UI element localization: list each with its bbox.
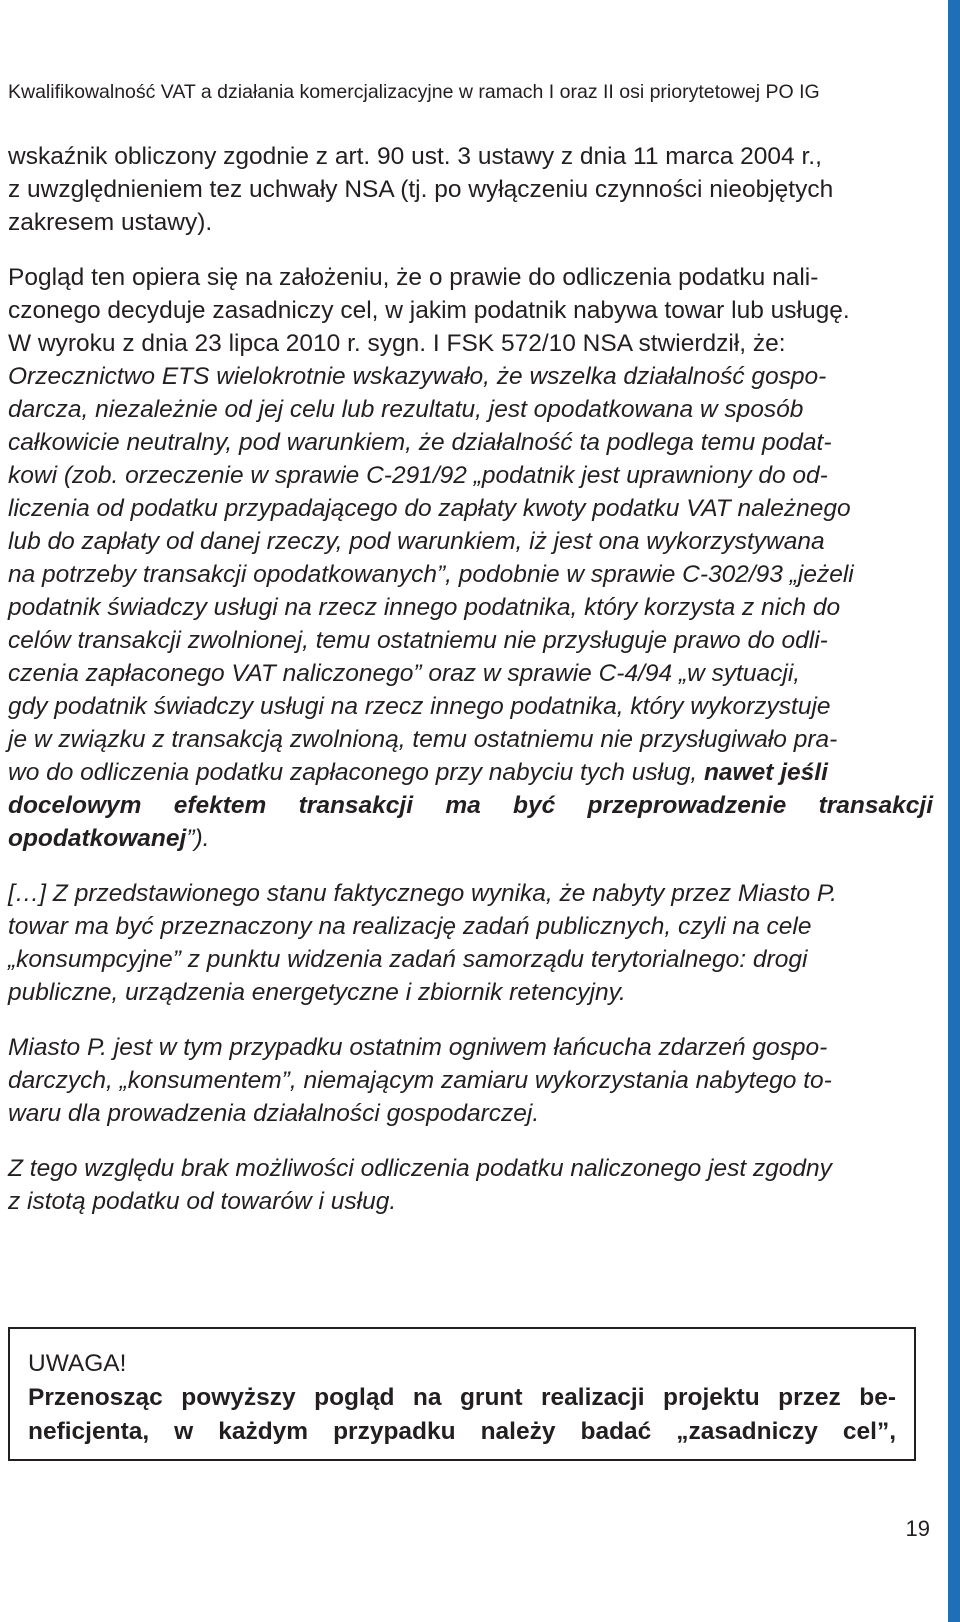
quote-line: na potrzeby transakcji opodatkowanych”, podobnie w sprawie C-302/93 „jeżeli (8, 561, 854, 588)
quote-line (8, 822, 933, 855)
quote-line: celów transakcji zwolnionej, temu ostatniemu nie przysługuje prawo do odli- (8, 627, 828, 654)
notice-title: UWAGA! (28, 1350, 127, 1377)
quote-text: ”). (186, 825, 210, 852)
quote-line: darcza, niezależnie od jej celu lub rezultatu, jest opodatkowana w sposób (8, 396, 804, 423)
paragraph-stan-faktyczny (8, 877, 933, 1009)
quote-line: darczych, „konsumentem”, niemającym zamiaru wykorzystania nabytego to- (8, 1067, 832, 1094)
paragraph-poglad (8, 261, 933, 855)
quote-line: z istotą podatku od towarów i usług. (8, 1188, 397, 1215)
quote-line: publiczne, urządzenia energetyczne i zbiornik retencyjny. (8, 979, 626, 1006)
paragraph-wskaznik (8, 140, 933, 239)
text-line: z uwzględnieniem tez uchwały NSA (tj. po wyłączeniu czynności nieobjętych (8, 176, 834, 203)
quote-line: lub do zapłaty od danej rzeczy, pod warunkiem, iż jest ona wykorzystywana (8, 528, 825, 555)
notice-box (8, 1327, 916, 1461)
notice-line: neficjenta, w każdym przypadku należy badać „zasadniczy cel”, (28, 1418, 896, 1445)
quote-line: gdy podatnik świadczy usługi na rzecz innego podatnika, który wykorzystuje (8, 693, 831, 720)
text-line: W wyroku z dnia 23 lipca 2010 r. sygn. I FSK 572/10 NSA stwierdził, że: (8, 330, 786, 357)
quote-line: towar ma być przeznaczony na realizację zadań publicznych, czyli na cele (8, 913, 812, 940)
quote-line: całkowicie neutralny, pod warunkiem, że działalność ta podlega temu podat- (8, 429, 832, 456)
emphasis-line: docelowym efektem transakcji ma być przeprowadzenie transakcji (8, 792, 933, 819)
page-edge-accent-bar (948, 0, 960, 1622)
quote-line: je w związku z transakcją zwolnioną, temu ostatniemu nie przysługiwało pra- (8, 726, 838, 753)
notice-line: Przenosząc powyższy pogląd na grunt realizacji projektu przez be- (28, 1384, 896, 1411)
paragraph-miasto (8, 1031, 933, 1130)
emphasis-text: nawet jeśli (703, 759, 828, 786)
quote-line: czenia zapłaconego VAT naliczonego” oraz w sprawie C-4/94 „w sytuacji, (8, 660, 801, 687)
page-number: 19 (905, 1516, 930, 1541)
quote-line (8, 756, 933, 789)
quote-line: Orzecznictwo ETS wielokrotnie wskazywało, że wszelka działalność gospo- (8, 363, 827, 390)
quote-text: wo do odliczenia podatku zapłaconego przy nabyciu tych usług, (8, 759, 704, 786)
text-line: Pogląd ten opiera się na założeniu, że o prawie do odliczenia podatku nali- (8, 264, 819, 291)
paragraph-wniosek (8, 1152, 933, 1218)
document-body (8, 140, 933, 1240)
quote-line: podatnik świadczy usługi na rzecz innego podatnika, który korzysta z nich do (8, 594, 841, 621)
text-line: wskaźnik obliczony zgodnie z art. 90 ust. 3 ustawy z dnia 11 marca 2004 r., (8, 143, 822, 170)
quote-line: kowi (zob. orzeczenie w sprawie C-291/92 „podatnik jest uprawniony do od- (8, 462, 828, 489)
quote-line: Z tego względu brak możliwości odliczenia podatku naliczonego jest zgodny (8, 1155, 832, 1182)
quote-line: liczenia od podatku przypadającego do zapłaty kwoty podatku VAT należnego (8, 495, 851, 522)
running-header: Kwalifikowalność VAT a działania komercjalizacyjne w ramach I oraz II osi priorytetowej PO IG (8, 81, 820, 103)
quote-line: „konsumpcyjne” z punktu widzenia zadań samorządu terytorialnego: drogi (8, 946, 808, 973)
text-line: czonego decyduje zasadniczy cel, w jakim podatnik nabywa towar lub usługę. (8, 297, 850, 324)
quote-line: Miasto P. jest w tym przypadku ostatnim ogniwem łańcucha zdarzeń gospo- (8, 1034, 828, 1061)
text-line: zakresem ustawy). (8, 209, 213, 236)
quote-line: […] Z przedstawionego stanu faktycznego wynika, że nabyty przez Miasto P. (8, 880, 837, 907)
quote-line: waru dla prowadzenia działalności gospodarczej. (8, 1100, 540, 1127)
emphasis-text: opodatkowanej (8, 825, 187, 852)
